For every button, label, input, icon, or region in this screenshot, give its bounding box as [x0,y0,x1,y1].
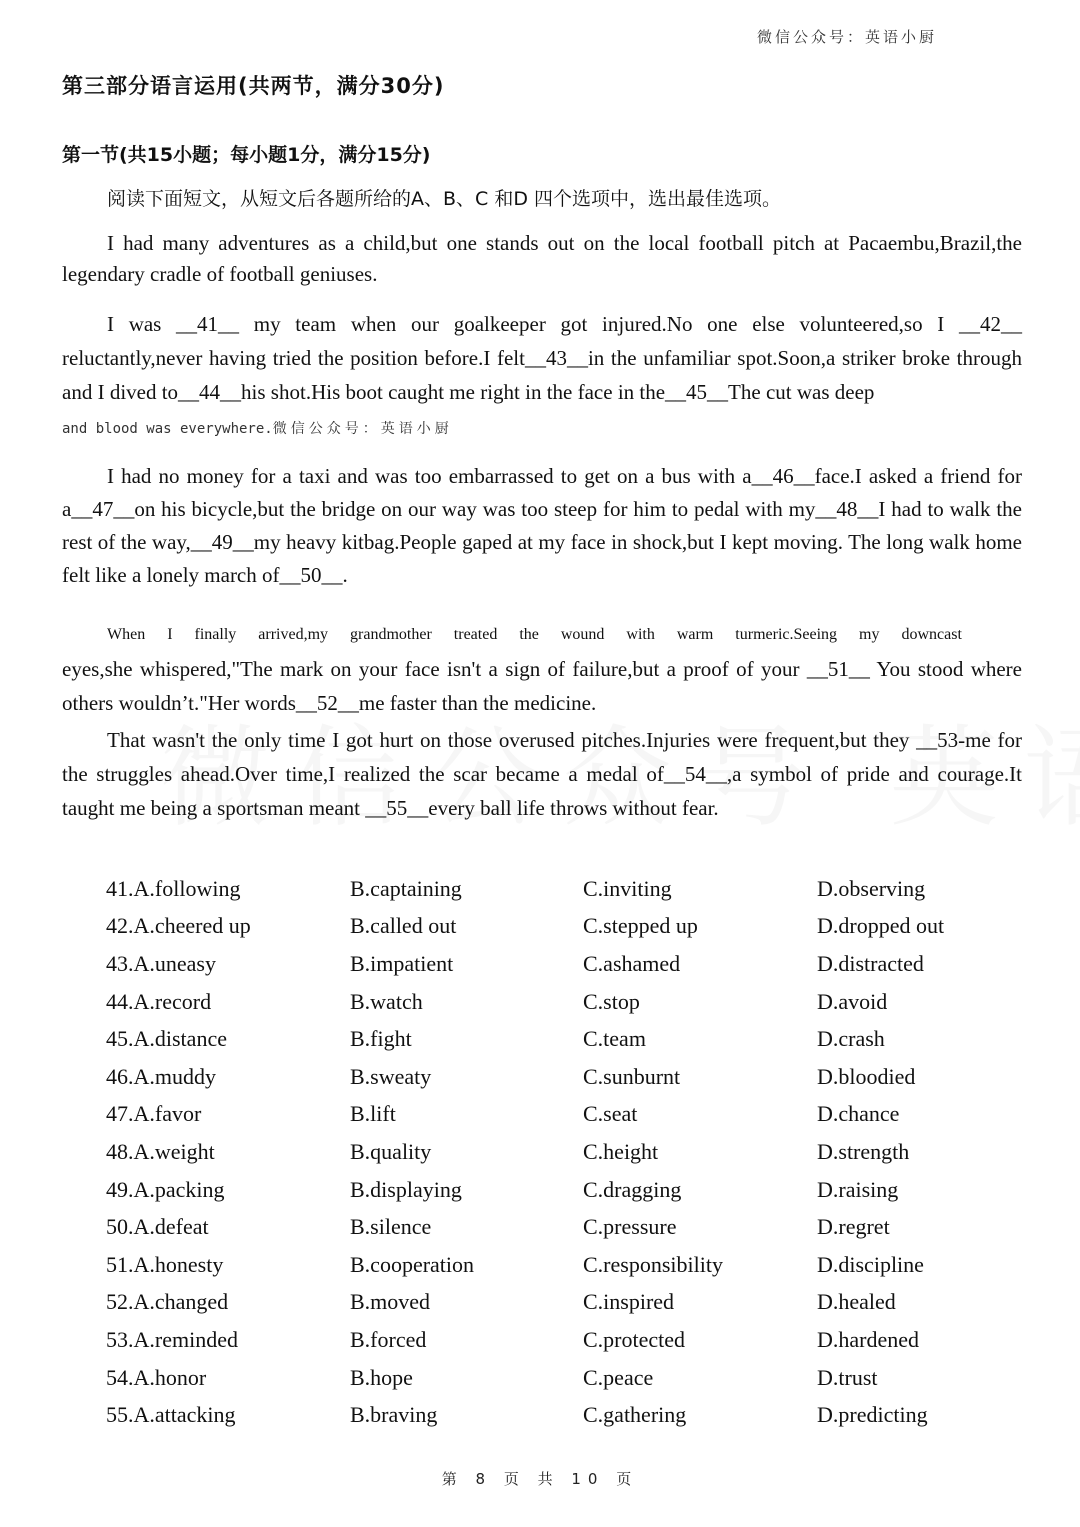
option-row [106,1359,1017,1397]
option-d: D.strength [817,1138,910,1164]
paragraph-text: I had no money for a taxi and was too embarrassed to get on a bus with a__46__face.I asked a friend for a__47__on his bicycle,but the bridge on our way was too steep for him to pedal with my__48__I had to walk the rest of the way,__49__my heavy kitbag.People gaped at my face in shock,but I kept moving. The long walk home felt like a lonely march of__50__. [62,464,1022,587]
option-c: C.responsibility [583,1251,723,1277]
paragraph-text: That wasn't the only time I got hurt on those overused pitches.Injuries were frequent,but they __53-me for the struggles ahead.Over time,I realized the scar became a medal of__54__,a symbol of pride and courage.It taught me being a sportsman meant __55__every ball life throws without fear. [62,728,1022,820]
option-d: D.raising [817,1176,899,1202]
option-a: 50.A.defeat [106,1214,209,1240]
option-d: D.discipline [817,1251,924,1277]
option-c: C.gathering [583,1402,687,1428]
paragraph-tail-text: and blood was everywhere. [62,421,273,437]
option-d: D.bloodied [817,1063,916,1089]
option-b: B.displaying [350,1176,462,1202]
page-number-footer: 第 8 页 共 10 页 [441,1470,639,1488]
option-c: C.seat [583,1101,638,1127]
option-c: C.inviting [583,875,672,901]
option-b: B.quality [350,1138,432,1164]
option-a: 44.A.record [106,988,212,1014]
option-row [106,908,1017,946]
option-a: 52.A.changed [106,1289,229,1315]
section-title: 第一节(共15小题；每小题1分，满分15分) [62,144,431,166]
option-row [106,1246,1017,1284]
paragraph-text: I had many adventures as a child,but one stands out on the local football pitch at Pacaembu,Brazil,the legendary cradle of football geniuses. [62,231,1022,286]
option-a: 53.A.reminded [106,1326,238,1352]
option-row [106,870,1017,908]
option-d: D.hardened [817,1326,920,1352]
option-d: D.chance [817,1101,900,1127]
option-b: B.lift [350,1101,396,1127]
option-a: 55.A.attacking [106,1402,236,1428]
option-d: D.crash [817,1026,885,1052]
option-a: 46.A.muddy [106,1063,216,1089]
options-table [106,870,1017,1434]
option-d: D.dropped out [817,913,945,939]
option-b: B.called out [350,913,457,939]
inline-watermark: 微信公众号：英语小厨 [272,421,453,437]
option-d: D.trust [817,1364,878,1390]
option-c: C.peace [583,1364,654,1390]
passage-paragraph-3 [62,460,1022,592]
option-b: B.forced [350,1326,427,1352]
option-c: C.dragging [583,1176,682,1202]
option-d: D.avoid [817,988,888,1014]
option-row [106,1396,1017,1434]
option-a: 51.A.honesty [106,1251,224,1277]
option-c: C.inspired [583,1289,675,1315]
option-c: C.sunburnt [583,1063,681,1089]
option-b: B.braving [350,1402,438,1428]
option-b: B.watch [350,988,423,1014]
option-row [106,1321,1017,1359]
option-a: 42.A.cheered up [106,913,251,939]
option-a: 54.A.honor [106,1364,207,1390]
option-b: B.impatient [350,950,454,976]
passage-paragraph-4 [62,615,1022,720]
option-b: B.fight [350,1026,412,1052]
option-b: B.silence [350,1214,432,1240]
option-d: D.observing [817,875,926,901]
option-a: 49.A.packing [106,1176,225,1202]
option-row [106,945,1017,983]
option-row [106,1284,1017,1322]
option-b: B.sweaty [350,1063,432,1089]
option-row [106,1096,1017,1134]
option-row [106,1133,1017,1171]
option-a: 47.A.favor [106,1101,202,1127]
option-d: D.healed [817,1289,896,1315]
option-c: C.height [583,1138,659,1164]
option-c: C.protected [583,1326,686,1352]
option-c: C.stop [583,988,640,1014]
option-d: D.regret [817,1214,890,1240]
option-c: C.stepped up [583,913,698,939]
option-row [106,983,1017,1021]
option-row [106,1020,1017,1058]
paragraph-small-text: When I finally arrived,my grandmother treated the wound with warm turmeric.Seeing my downcast [107,626,962,643]
part-title: 第三部分语言运用(共两节，满分30分) [62,74,445,98]
option-row [106,1208,1017,1246]
passage-paragraph-5 [62,723,1022,825]
option-c: C.ashamed [583,950,681,976]
paragraph-text: eyes,she whispered,"The mark on your face isn't a sign of failure,but a proof of your __51__ You stood where others wouldn’t."Her words__52__me faster than the medicine. [62,657,1022,715]
passage-paragraph-2 [62,307,1022,446]
option-b: B.cooperation [350,1251,475,1277]
option-a: 45.A.distance [106,1026,227,1052]
option-a: 48.A.weight [106,1138,215,1164]
option-c: C.pressure [583,1214,677,1240]
option-a: 41.A.following [106,875,241,901]
option-b: B.moved [350,1289,431,1315]
option-d: D.predicting [817,1402,928,1428]
option-a: 43.A.uneasy [106,950,216,976]
instruction-text: 阅读下面短文，从短文后各题所给的A、B、C 和D 四个选项中，选出最佳选项。 [107,188,782,210]
option-b: B.captaining [350,875,462,901]
option-row [106,1171,1017,1209]
paragraph-text: I was __41__ my team when our goalkeeper got injured.No one else volunteered,so I __42__ reluctantly,never having tried the position before.I felt__43__in the unfamiliar spot.Soon,a striker broke through and I dived to__44__his shot.His boot caught me right in the face in the__45__The cut was deep [62,312,1022,404]
option-row [106,1058,1017,1096]
option-b: B.hope [350,1364,413,1390]
option-c: C.team [583,1026,646,1052]
passage-paragraph-1 [62,228,1022,290]
header-watermark-label: 微信公众号：英语小厨 [757,28,938,46]
option-d: D.distracted [817,950,924,976]
